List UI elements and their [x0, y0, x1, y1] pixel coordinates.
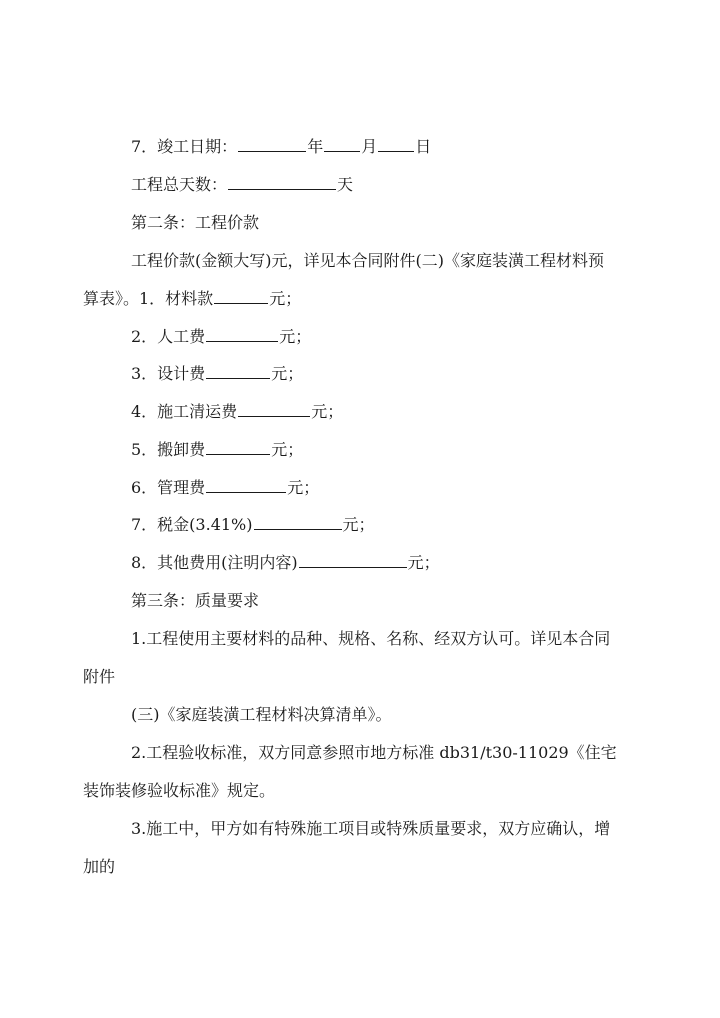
materials-fee-line	[83, 288, 301, 310]
quality-item-2-text-1: 2.工程验收标准，双方同意参照市地方标准 db31/t30-11029《住宅	[131, 743, 617, 762]
article-3-heading-text: 第三条：质量要求	[131, 591, 260, 610]
yuan-unit: 元；	[271, 440, 304, 459]
yuan-unit: 元；	[279, 327, 312, 346]
yuan-unit: 元；	[407, 553, 440, 572]
completion-date-label: 7．竣工日期：	[131, 137, 238, 156]
quality-item-1-line-1	[131, 628, 610, 650]
other-fee-line	[131, 552, 440, 574]
design-fee-blank	[206, 363, 270, 379]
moving-fee-label: 5．搬卸费	[131, 440, 206, 459]
quality-item-1-text-3: (三)《家庭装潢工程材料决算清单》。	[131, 705, 392, 724]
year-blank	[238, 136, 306, 152]
labor-fee-line	[131, 326, 311, 348]
moving-fee-blank	[206, 439, 270, 455]
moving-fee-line	[131, 439, 303, 461]
labor-fee-blank	[206, 326, 278, 342]
article-2-heading-text: 第二条：工程价款	[131, 213, 260, 232]
quality-item-3-line-1	[131, 818, 610, 840]
cleanup-fee-blank	[238, 401, 310, 417]
yuan-unit: 元；	[311, 402, 344, 421]
tax-label: 7．税金(3.41%)	[131, 515, 253, 534]
year-label: 年	[307, 137, 324, 156]
yuan-unit: 元；	[287, 478, 320, 497]
article-3-heading	[131, 590, 259, 612]
day-label: 日	[415, 137, 432, 156]
quality-item-2-line-1	[131, 742, 617, 764]
yuan-unit: 元；	[269, 289, 302, 308]
day-blank	[378, 136, 414, 152]
quality-item-1-line-3	[131, 704, 392, 726]
labor-fee-label: 2．人工费	[131, 327, 206, 346]
article-2-heading	[131, 212, 259, 234]
management-fee-blank	[206, 477, 286, 493]
quality-item-1-text-1: 1.工程使用主要材料的品种、规格、名称、经双方认可。详见本合同	[131, 629, 611, 648]
design-fee-label: 3．设计费	[131, 364, 206, 383]
price-paragraph-text-1: 工程价款(金额大写)元，详见本合同附件(二)《家庭装潢工程材料预	[131, 251, 604, 270]
tax-blank	[254, 514, 342, 530]
quality-item-2-text-2: 装饰装修验收标准》规定。	[83, 781, 276, 800]
month-label: 月	[361, 137, 378, 156]
total-days-line	[131, 174, 353, 196]
quality-item-3-line-2	[83, 856, 115, 878]
month-blank	[324, 136, 360, 152]
design-fee-line	[131, 363, 303, 385]
yuan-unit: 元；	[342, 515, 375, 534]
price-paragraph-line-1	[131, 250, 604, 272]
completion-date-line	[131, 136, 431, 158]
management-fee-label: 6．管理费	[131, 478, 206, 497]
materials-fee-label: 算表》。1．材料款	[83, 289, 214, 308]
total-days-blank	[228, 174, 336, 190]
cleanup-fee-line	[131, 401, 343, 423]
quality-item-3-text-1: 3.施工中，甲方如有特殊施工项目或特殊质量要求，双方应确认，增	[131, 819, 611, 838]
management-fee-line	[131, 477, 319, 499]
quality-item-3-text-2: 加的	[83, 857, 116, 876]
quality-item-2-line-2	[83, 780, 275, 802]
yuan-unit: 元；	[271, 364, 304, 383]
other-fee-label: 8．其他费用(注明内容)	[131, 553, 298, 572]
days-unit: 天	[337, 175, 354, 194]
materials-fee-blank	[214, 288, 268, 304]
quality-item-1-line-2	[83, 666, 115, 688]
other-fee-blank	[299, 552, 407, 568]
total-days-label: 工程总天数：	[131, 175, 228, 194]
quality-item-1-text-2: 附件	[83, 667, 116, 686]
cleanup-fee-label: 4．施工清运费	[131, 402, 238, 421]
tax-line	[131, 514, 375, 536]
